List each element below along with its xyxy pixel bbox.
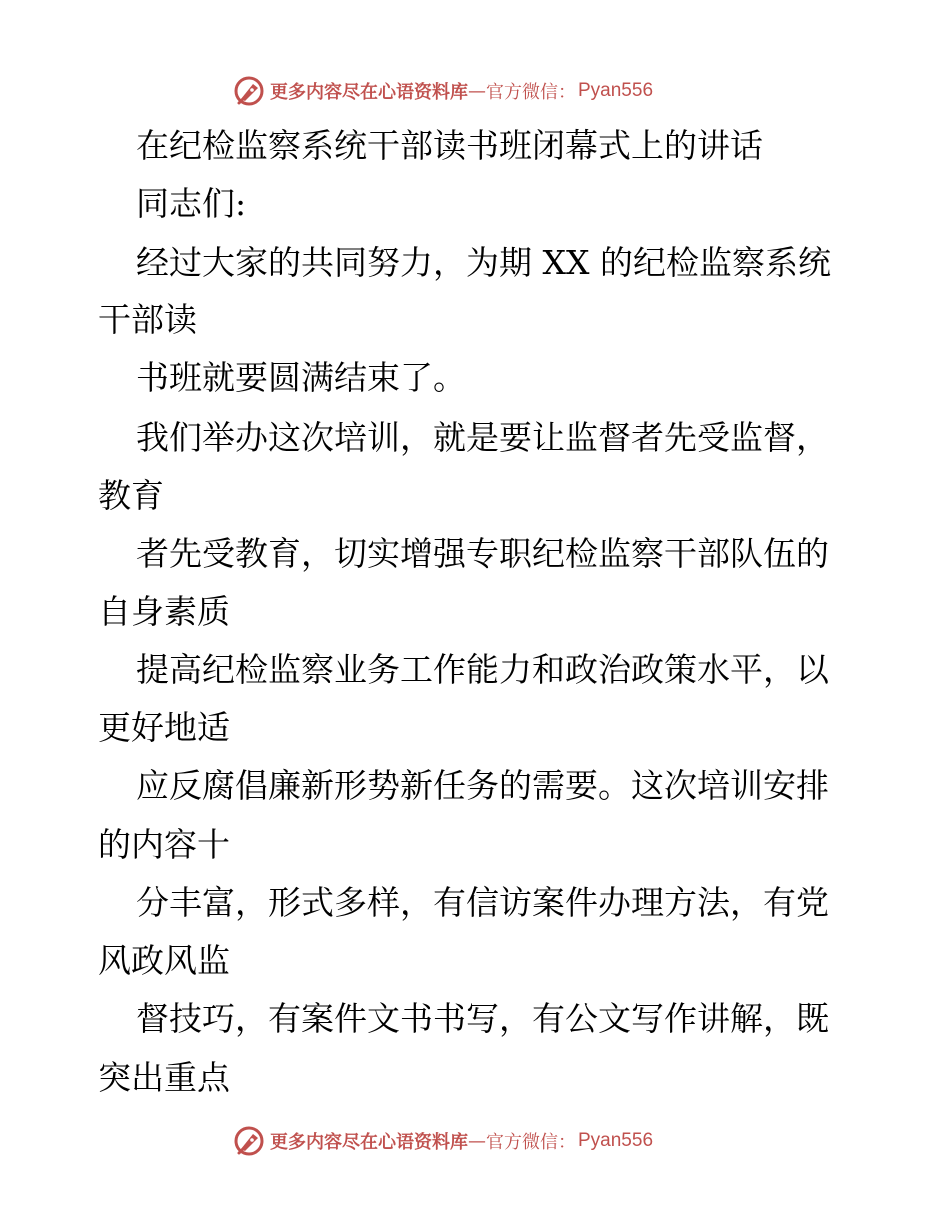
banner-wechat-id: Pyan556 [578,80,654,101]
text-line: 提高纪检监察业务工作能力和政治政策水平，以 [136,650,829,689]
text-line: 更好地适 [98,708,230,747]
text-line: 自身素质 [98,592,230,631]
text-line: 分丰富，形式多样，有信访案件办理方法，有党 [136,883,829,922]
text-line: 风政风监 [98,941,230,980]
pen-nib-logo-icon [232,74,266,108]
banner-separator: — [468,1130,486,1152]
footer-banner[interactable] [232,1121,653,1161]
text-line: 干部读 [98,300,197,339]
banner-brand-text: 更多内容尽在心语资料库 [270,1132,468,1153]
text-line: 同志们: [136,184,247,223]
text-line: 突出重点 [98,1058,230,1097]
text-line: 我们举办这次培训，就是要让监督者先受监督， [136,418,829,457]
text-line: 督技巧，有案件文书书写，有公文写作讲解，既 [136,999,829,1038]
text-line: 经过大家的共同努力，为期 XX 的纪检监察系统 [136,243,831,282]
text-line: 的内容十 [98,825,230,864]
text-line: 应反腐倡廉新形势新任务的需要。这次培训安排 [136,766,829,805]
document-title: 在纪检监察系统干部读书班闭幕式上的讲话 [136,126,763,165]
pen-nib-logo-icon [232,1124,266,1158]
text-line: 教育 [98,476,164,515]
banner-brand-text: 更多内容尽在心语资料库 [270,82,468,103]
text-line: 者先受教育，切实增强专职纪检监察干部队伍的 [136,534,829,573]
banner-wechat-label: 官方微信： [486,82,576,103]
banner-wechat-id: Pyan556 [578,1130,654,1151]
text-line: 书班就要圆满结束了。 [136,358,466,397]
banner-separator: — [468,80,486,102]
header-banner[interactable] [232,71,653,111]
banner-wechat-label: 官方微信： [486,1132,576,1153]
